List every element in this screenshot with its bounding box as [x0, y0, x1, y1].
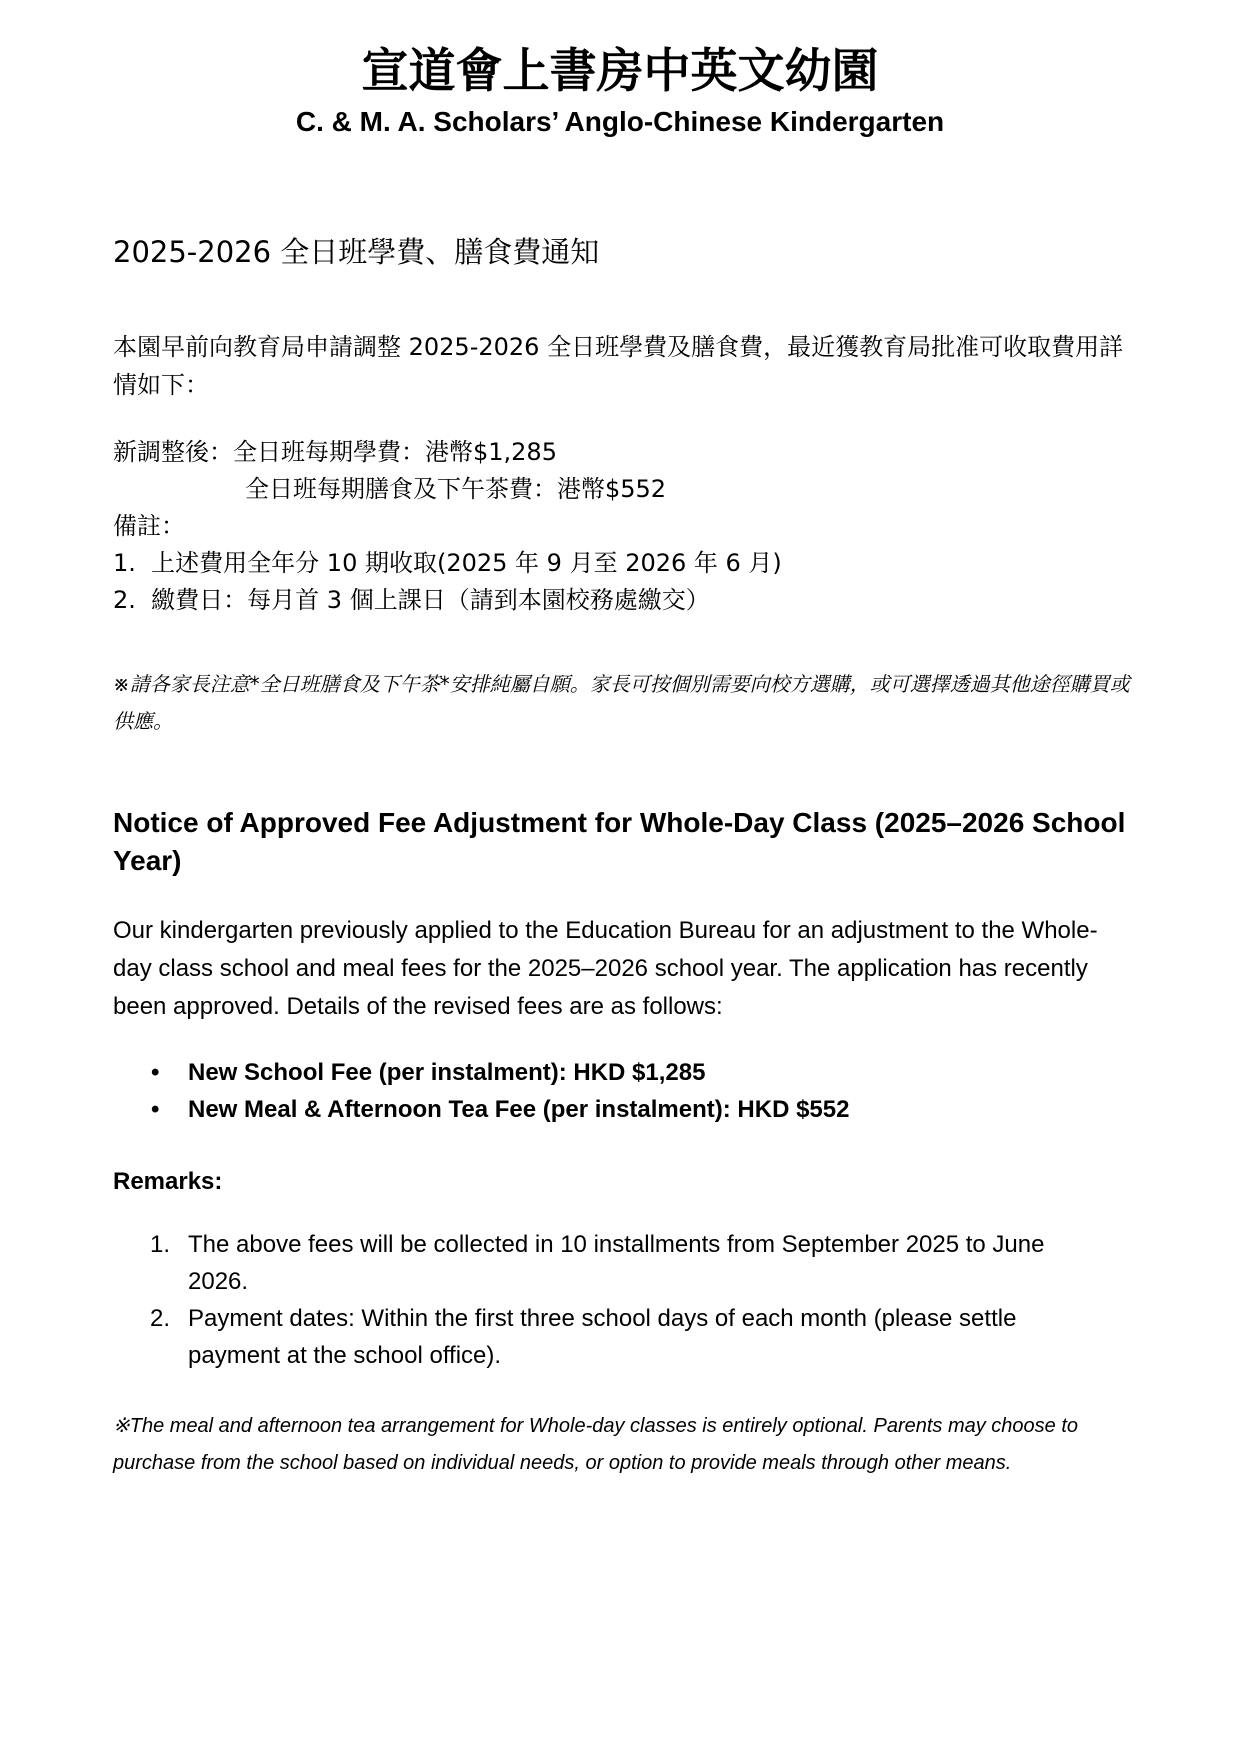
school-name-chinese: 宣道會上書房中英文幼園	[361, 44, 879, 99]
english-remark-text: Payment dates: Within the first three school days of each month (please settle payment at the school office).	[188, 1305, 1017, 1369]
chinese-remark-text: 繳費日：每月首 3 個上課日（請到本園校務處繳交）	[151, 586, 710, 614]
chinese-notice-title: 2025-2026 全日班學費、膳食費通知	[113, 235, 600, 269]
bullet-icon: •	[151, 1059, 160, 1086]
english-fee-school: New School Fee (per instalment): HKD $1,285	[188, 1059, 706, 1086]
chinese-intro-paragraph: 本園早前向教育局申請調整 2025-2026 全日班學費及膳食費，最近獲教育局批准可收取費用詳情如下：	[113, 333, 1124, 399]
chinese-optional-note: ※請各家長注意*全日班膳食及下午茶*安排純屬自願。家長可按個別需要向校方選購，或可選擇透過其他途徑購買或供應。	[113, 672, 1130, 733]
chinese-remark-text: 上述費用全年分 10 期收取(2025 年 9 月至 2026 年 6 月)	[151, 549, 782, 577]
chinese-fee-details	[113, 434, 1133, 619]
english-remarks-list	[113, 1226, 1093, 1374]
english-optional-note: ※The meal and afternoon tea arrangement for Whole-day classes is entirely optional. Parents may choose to purchase from the school based on individual needs, or option to provide meals through other means.	[113, 1415, 1079, 1474]
english-fee-list	[113, 1054, 1133, 1128]
bullet-icon: •	[151, 1096, 160, 1123]
chinese-fee-prefix: 新調整後：	[113, 438, 233, 466]
chinese-fee-meal-row	[113, 471, 1133, 508]
chinese-remark-item	[113, 545, 1133, 582]
list-item	[113, 1054, 1133, 1091]
english-remark-number: 1.	[150, 1231, 171, 1258]
english-remark-number: 2.	[150, 1305, 171, 1332]
chinese-remarks-label: 備註：	[113, 512, 185, 540]
english-fee-meal: New Meal & Afternoon Tea Fee (per instalment): HKD $552	[188, 1096, 850, 1123]
list-item	[113, 1226, 1093, 1300]
english-notice-title: Notice of Approved Fee Adjustment for Whole-Day Class (2025–2026 School Year)	[113, 807, 1126, 876]
chinese-remark-number: 1.	[113, 549, 136, 577]
english-remark-text: The above fees will be collected in 10 installments from September 2025 to June 2026.	[188, 1231, 1045, 1295]
chinese-fee-meal: 全日班每期膳食及下午茶費：港幣$552	[245, 475, 667, 503]
english-intro-paragraph: Our kindergarten previously applied to the Education Bureau for an adjustment to the Whole-day class school and meal fees for the 2025–2026 school year. The application has recently been approved. Details of the revised fees are as follows:	[113, 917, 1098, 1020]
school-name-english: C. & M. A. Scholars’ Anglo-Chinese Kindergarten	[295, 106, 945, 137]
chinese-remark-item	[113, 582, 1133, 619]
english-remarks-label: Remarks:	[113, 1168, 223, 1195]
chinese-fee-school: 全日班每期學費：港幣$1,285	[233, 438, 557, 466]
chinese-remark-number: 2.	[113, 586, 136, 614]
list-item	[113, 1300, 1093, 1374]
chinese-fee-school-row	[113, 434, 1133, 471]
list-item	[113, 1091, 1133, 1128]
